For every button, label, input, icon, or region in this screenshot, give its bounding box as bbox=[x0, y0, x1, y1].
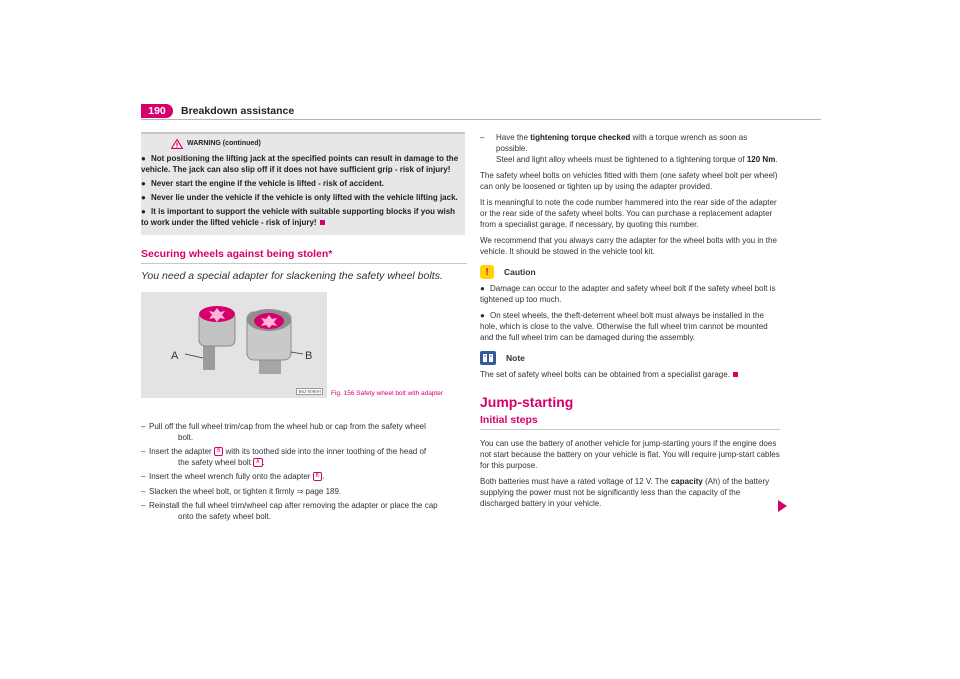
warning-header bbox=[171, 138, 463, 149]
warning-item: ● Never lie under the vehicle if the vehicle is only lifted with the vehicle lifting jack. bbox=[141, 193, 458, 202]
ref-a-icon: A bbox=[253, 458, 262, 467]
end-mark-icon bbox=[733, 372, 738, 377]
bullet-icon: ● bbox=[141, 154, 146, 163]
ref-b-icon: B bbox=[313, 472, 322, 481]
note-title: Note bbox=[506, 353, 525, 363]
section-title: Breakdown assistance bbox=[181, 105, 295, 117]
caution-item: ● On steel wheels, the theft-deterrent wheel bolt must always be installed in the hole, which is close to the valve. Otherwise the full wheel trim cannot be mounted and the full wheel trim can be damaged during the assembly. bbox=[480, 311, 768, 342]
warning-item: ● It is important to support the vehicle with suitable supporting blocks if you wish to work under the lifted vehicle - risk of injury! bbox=[141, 207, 456, 227]
warning-item: ● Not positioning the lifting jack at the specified points can result in damage to the vehicle. The jack can also slip off if it does not have sufficient grip - risk of injury! bbox=[141, 154, 459, 174]
bullet-icon: ● bbox=[480, 284, 485, 293]
note-header bbox=[480, 351, 780, 365]
paragraph: We recommend that you always carry the adapter for the wheel bolts with you in the vehicle. It should be stowed in the vehicle tool kit. bbox=[480, 236, 777, 256]
paragraph: The safety wheel bolts on vehicles fitted with them (one safety wheel bolt per wheel) can only be loosened or tighten up by using the adapter provided. bbox=[480, 171, 778, 191]
label-a: A bbox=[171, 350, 179, 362]
bullet-icon: ● bbox=[480, 311, 485, 320]
bullet-icon: ● bbox=[141, 193, 146, 202]
paragraph: You can use the battery of another vehicle for jump-starting yours if the engine does not start because the battery on your vehicle is flat. You will require jump-start cables for this purpose. bbox=[480, 439, 780, 470]
bolt-adapter-drawing bbox=[141, 292, 327, 398]
step-item: – Have the tightening torque checked with a torque wrench as soon as possible. Steel and light alloy wheels must be tightened to a tightening torque of 120 Nm. bbox=[480, 132, 780, 165]
figure-caption: Fig. 156 Safety wheel bolt with adapter bbox=[331, 390, 444, 397]
warning-box bbox=[141, 132, 465, 235]
step-item bbox=[141, 487, 467, 498]
paragraph: Both batteries must have a rated voltage of 12 V. The capacity (Ah) of the battery supplying the power must not be significantly less than the capacity of the discharged battery in your vehicle. bbox=[480, 477, 770, 508]
end-mark-icon bbox=[320, 220, 325, 225]
caution-header bbox=[480, 265, 780, 279]
right-column bbox=[480, 132, 780, 514]
securing-wheels-heading: Securing wheels against being stolen* bbox=[141, 248, 467, 264]
securing-wheels-subtitle: You need a special adapter for slackening the safety wheel bolts. bbox=[141, 270, 443, 282]
step-item: – Insert the adapter B with its toothed side into the inner toothing of the head of the safety wheel bolt A . bbox=[141, 447, 467, 468]
steps-list bbox=[141, 422, 467, 522]
jump-starting-heading: Jump-starting bbox=[480, 394, 574, 410]
caution-icon: ! bbox=[480, 265, 494, 279]
page-header bbox=[141, 104, 821, 118]
left-column bbox=[141, 132, 467, 526]
label-b: B bbox=[305, 350, 313, 362]
paragraph: It is meaningful to note the code number hammered into the rear side of the adapter or the rear side of the safety wheel bolts. You can purchase a replacement adapter from a specialist garage, if necessary, by quoting this number. bbox=[480, 198, 777, 229]
step-item: – Insert the wheel wrench fully onto the adapter B . bbox=[141, 472, 467, 483]
figure-156 bbox=[141, 292, 467, 398]
wheel-bolt-illustration bbox=[141, 292, 327, 398]
caution-title: Caution bbox=[504, 267, 536, 277]
step-item: – Reinstall the full wheel trim/wheel cap after removing the adapter or place the cap onto the safety wheel bolt. bbox=[141, 501, 467, 522]
next-page-arrow-icon[interactable] bbox=[778, 500, 787, 512]
initial-steps-heading: Initial steps bbox=[480, 414, 780, 430]
note-icon bbox=[480, 351, 496, 365]
page-number: 190 bbox=[141, 104, 173, 118]
header-rule bbox=[141, 119, 821, 120]
warning-item: ● Never start the engine if the vehicle is lifted - risk of accident. bbox=[141, 179, 384, 188]
warning-title: WARNING (continued) bbox=[187, 140, 261, 147]
step-item: – Pull off the full wheel trim/cap from the wheel hub or cap from the safety wheel bolt. bbox=[141, 422, 467, 443]
ref-b-icon: B bbox=[214, 447, 223, 456]
warning-triangle-icon bbox=[171, 139, 183, 149]
bullet-icon: ● bbox=[141, 207, 146, 216]
note-text: The set of safety wheel bolts can be obtained from a specialist garage. bbox=[480, 369, 780, 380]
figure-code: B6J-0090H bbox=[298, 389, 321, 394]
page-link[interactable]: Slacken the wheel bolt, or tighten it firmly ⇒ page 189. bbox=[149, 486, 342, 496]
caution-item: ● Damage can occur to the adapter and safety wheel bolt if the safety wheel bolt is tightened up too much. bbox=[480, 284, 776, 304]
bullet-icon: ● bbox=[141, 179, 146, 188]
